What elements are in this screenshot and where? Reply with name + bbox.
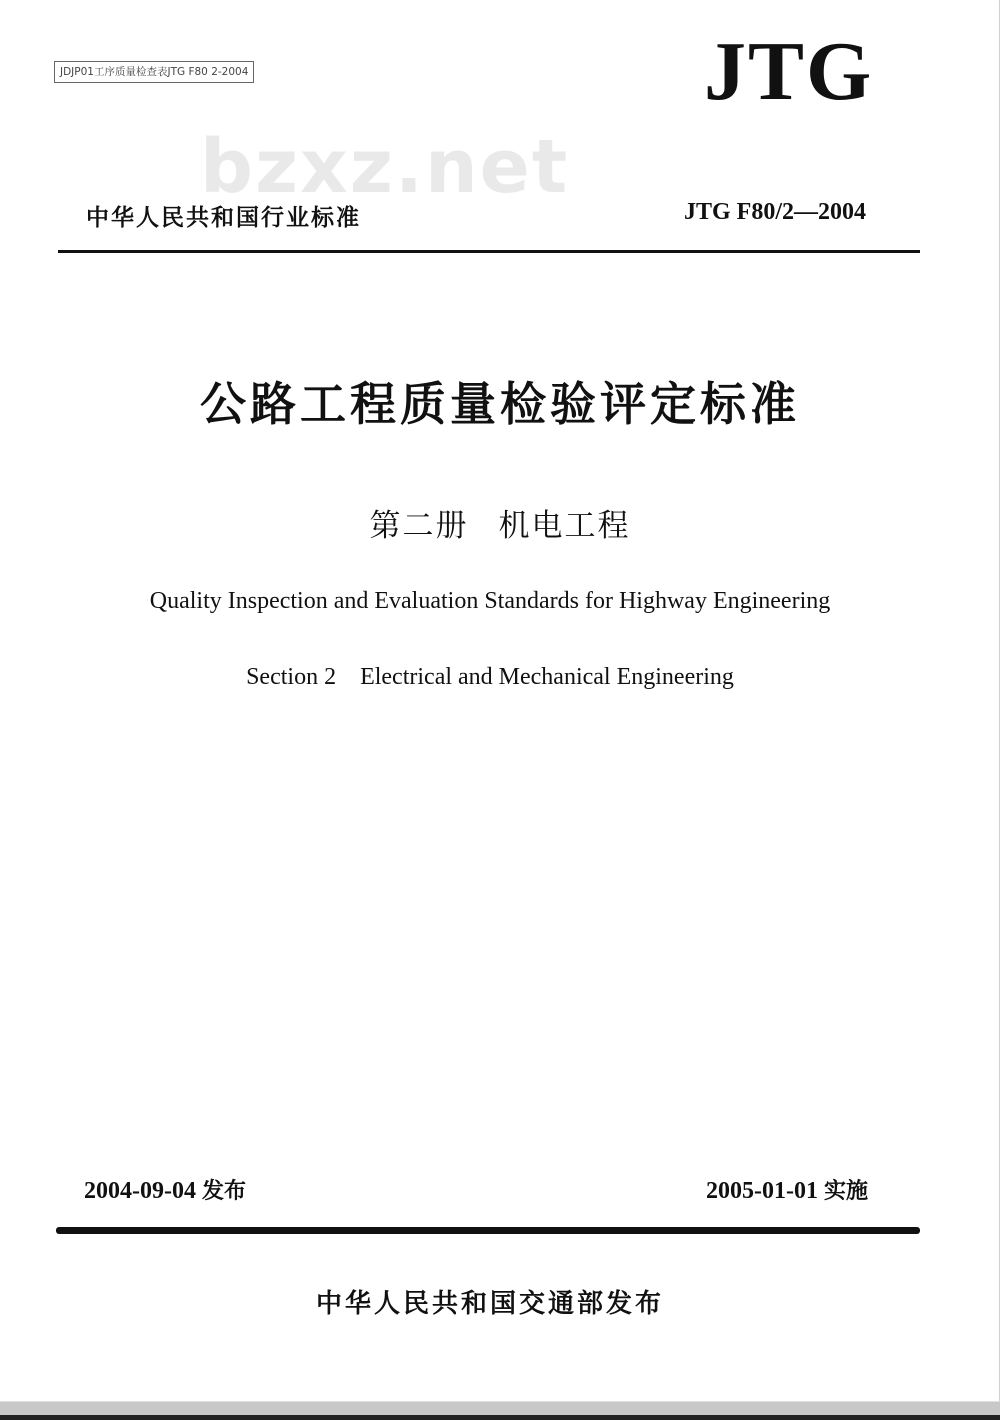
volume-label: 第二册 <box>369 508 469 544</box>
horizontal-scrollbar[interactable] <box>0 1401 1000 1416</box>
document-tag: JDJP01工序质量检查表JTG F80 2-2004 <box>54 61 254 83</box>
volume-name: 机电工程 <box>498 508 631 544</box>
title-chinese: 公路工程质量检验评定标准 <box>200 377 800 431</box>
issue-date <box>84 1174 246 1205</box>
window-bottom-edge <box>0 1415 1000 1420</box>
top-divider <box>58 250 920 253</box>
issue-date-label: 发布 <box>201 1179 246 1204</box>
title-english: Quality Inspection and Evaluation Standards for Highway Engineering <box>149 588 831 614</box>
implement-date <box>706 1174 868 1205</box>
subtitle-chinese <box>0 500 1000 545</box>
implement-date-label: 实施 <box>823 1179 868 1204</box>
section-label: Section 2 <box>246 664 337 690</box>
subtitle-english <box>0 664 980 691</box>
watermark: bzxz.net <box>200 124 570 210</box>
implement-date-value: 2005-01-01 <box>706 1178 818 1204</box>
standard-type: 中华人民共和国行业标准 <box>86 205 361 231</box>
standard-code: JTG F80/2—2004 <box>684 199 867 225</box>
bottom-divider <box>56 1227 920 1234</box>
section-name: Electrical and Mechanical Engineering <box>360 664 734 690</box>
publisher: 中华人民共和国交通部发布 <box>315 1289 664 1319</box>
jtg-logo: JTG <box>704 25 874 118</box>
issue-date-value: 2004-09-04 <box>84 1178 196 1204</box>
